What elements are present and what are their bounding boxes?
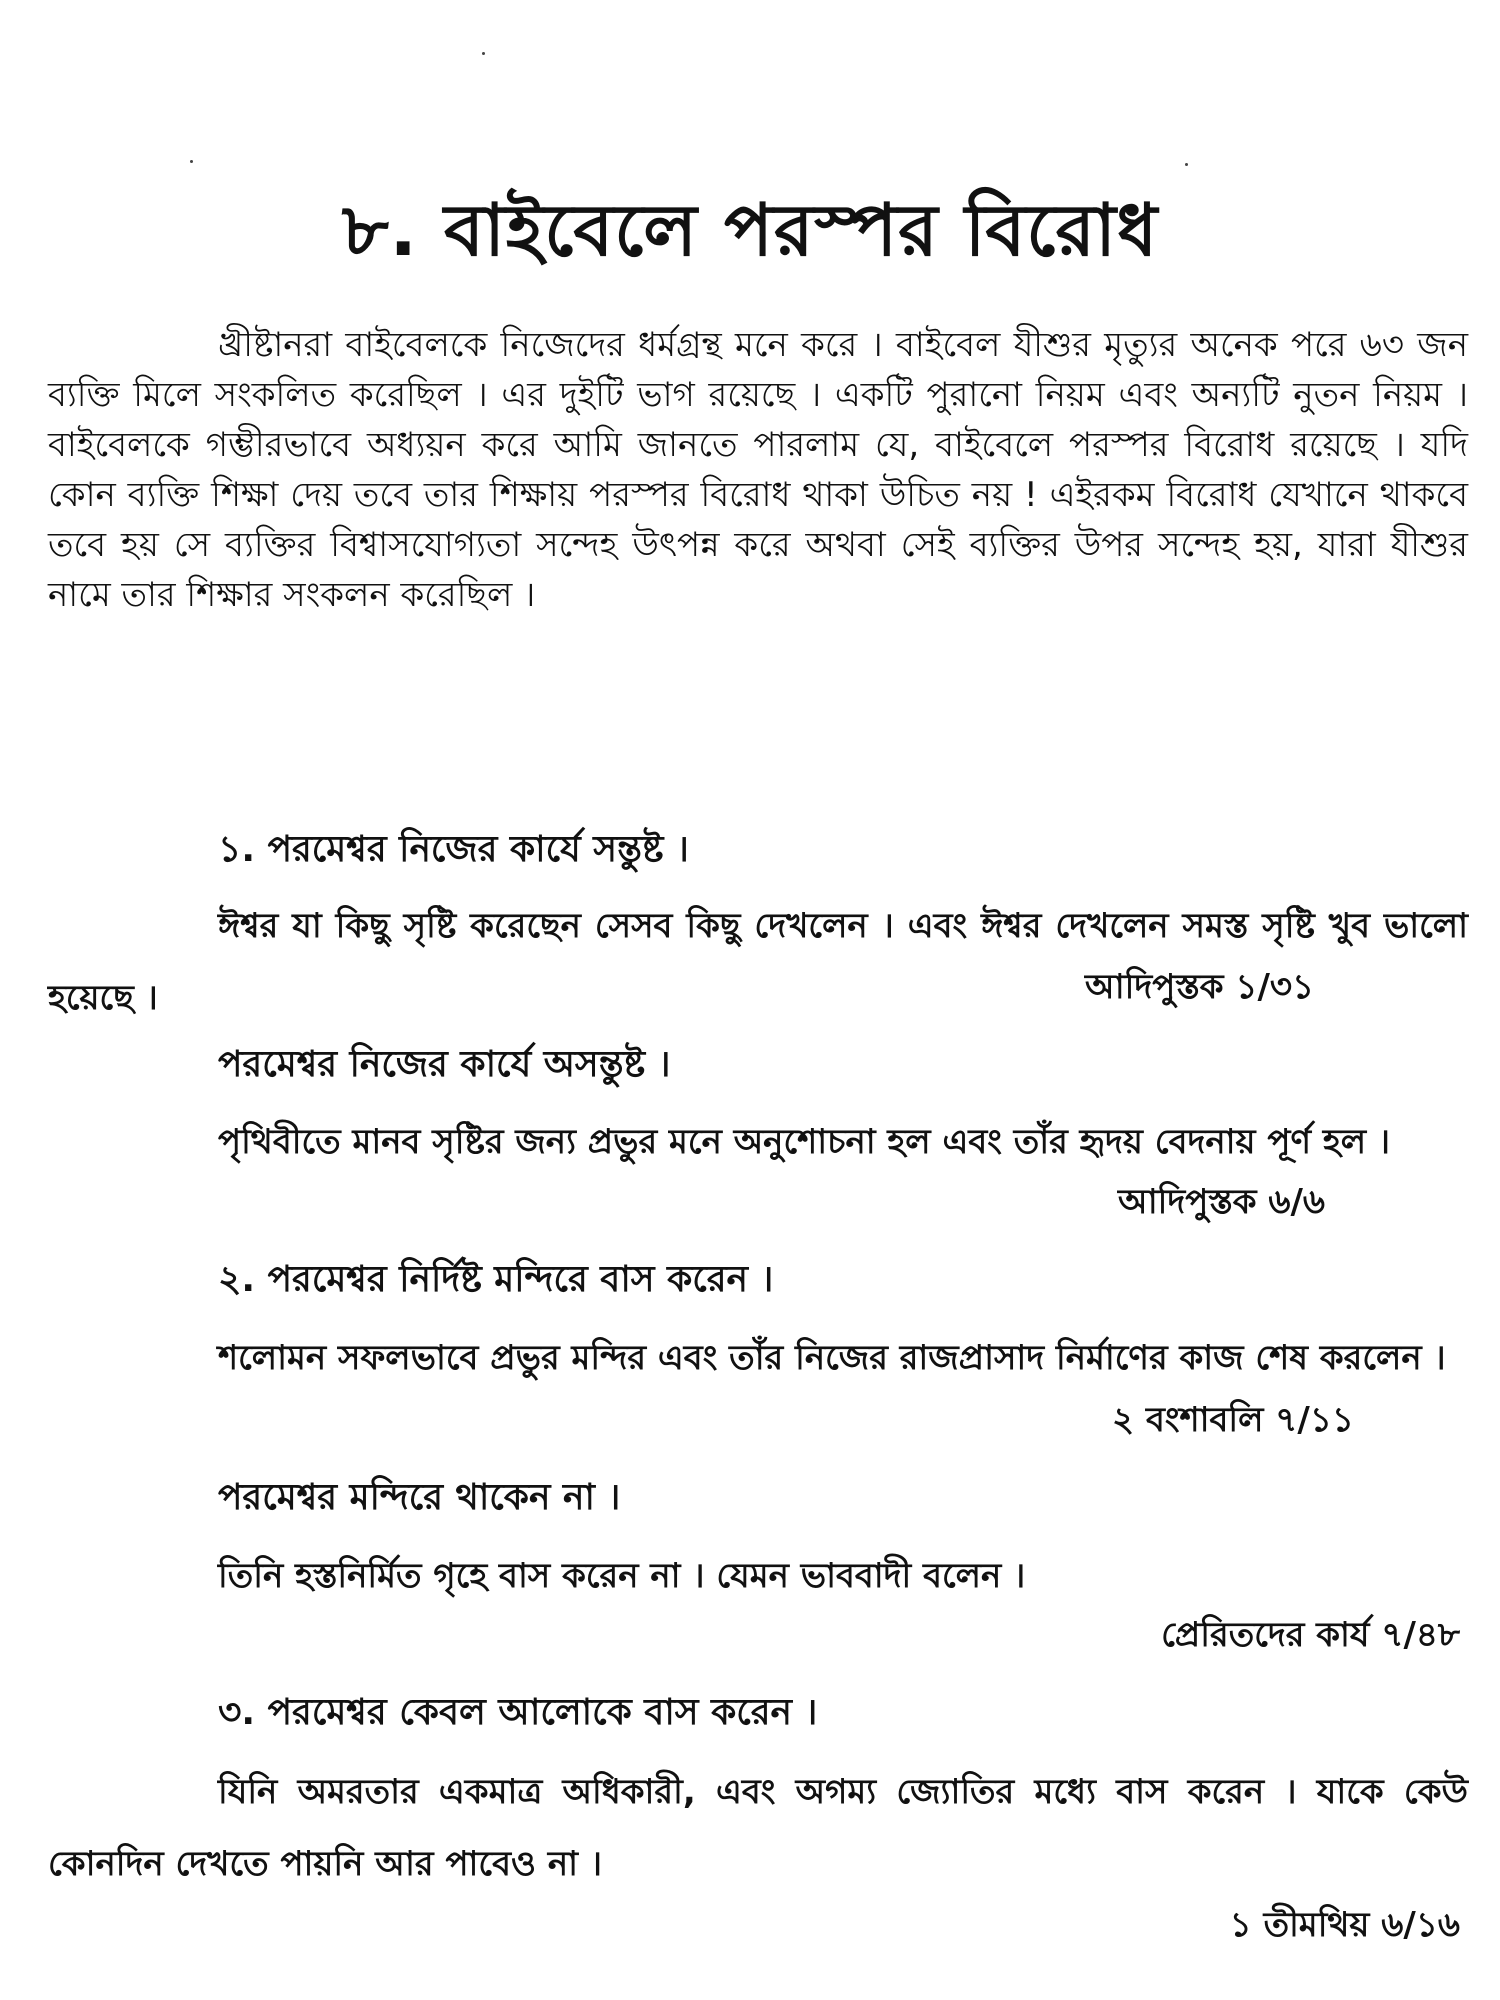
scripture-reference: আদিপুস্তক ৬/৬ (1118, 1182, 1326, 1222)
section-text: তিনি হস্তনির্মিত গৃহে বাস করেন না । যেমন ভাববাদী বলেন । (218, 1556, 1026, 1596)
section-text: পৃথিবীতে মানব সৃষ্টির জন্য প্রভুর মনে অনুশোচনা হল এবং তাঁর হৃদয় বেদনায় পূর্ণ হল । (218, 1122, 1391, 1162)
section-text: ঈশ্বর যা কিছু সৃষ্টি করেছেন সেসব কিছু দেখলেন । এবং ঈশ্বর দেখলেন সমস্ত সৃষ্টি খুব ভালো হয়েছে । (48, 906, 1468, 1018)
scan-speck (1185, 163, 1188, 166)
section-heading: পরমেশ্বর মন্দিরে থাকেন না । (218, 1477, 621, 1518)
section-heading: পরমেশ্বর নিজের কার্যে অসন্তুষ্ট । (218, 1044, 671, 1085)
section-text: শলোমন সফলভাবে প্রভুর মন্দির এবং তাঁর নিজের রাজপ্রাসাদ নির্মাণের কাজ শেষ করলেন । (218, 1338, 1446, 1378)
scripture-reference: ২ বংশাবলি ৭/১১ (1112, 1400, 1354, 1440)
section-heading: ২. পরমেশ্বর নির্দিষ্ট মন্দিরে বাস করেন । (218, 1259, 774, 1300)
scripture-reference: ১ তীমথিয় ৬/১৬ (1229, 1905, 1460, 1945)
intro-paragraph: খ্রীষ্টানরা বাইবেলকে নিজেদের ধর্মগ্রন্থ মনে করে । বাইবেল যীশুর মৃত্যুর অনেক পরে ৬৩ জন ব্যক্তি মিলে সংকলিত করেছিল । এর দুইটি ভাগ রয়েছে । একটি পুরানো নিয়ম এবং অন্যটি নুতন নিয়ম । বাইবেলকে গম্ভীরভাবে অধ্যয়ন করে আমি জানতে পারলাম যে, বাইবেলে পরস্পর বিরোধ রয়েছে । যদি কোন ব্যক্তি শিক্ষা দেয় তবে তার শিক্ষায় পরস্পর বিরোধ থাকা উচিত নয় ! এইরকম বিরোধ যেখানে থাকবে তবে হয় সে ব্যক্তির বিশ্বাসযোগ্যতা সন্দেহ উৎপন্ন করে অথবা সেই ব্যক্তির উপর সন্দেহ হয়, যারা যীশুর নামে তার শিক্ষার সংকলন করেছিল । (48, 325, 1468, 615)
section-heading: ৩. পরমেশ্বর কেবল আলোকে বাস করেন । (218, 1692, 818, 1733)
scan-speck (482, 52, 485, 55)
scan-speck (190, 160, 193, 163)
scripture-reference: প্রেরিতদের কার্য ৭/৪৮ (1161, 1615, 1460, 1655)
page-title: ৮. বাইবেলে পরস্পর বিরোধ (341, 188, 1159, 272)
section-text: যিনি অমরতার একমাত্র অধিকারী, এবং অগম্য জ্যোতির মধ্যে বাস করেন । যাকে কেউ কোনদিন দেখতে পায়নি আর পাবেও না । (48, 1772, 1468, 1884)
section-heading: ১. পরমেশ্বর নিজের কার্যে সন্তুষ্ট । (218, 829, 689, 870)
scripture-reference: আদিপুস্তক ১/৩১ (1085, 967, 1315, 1007)
